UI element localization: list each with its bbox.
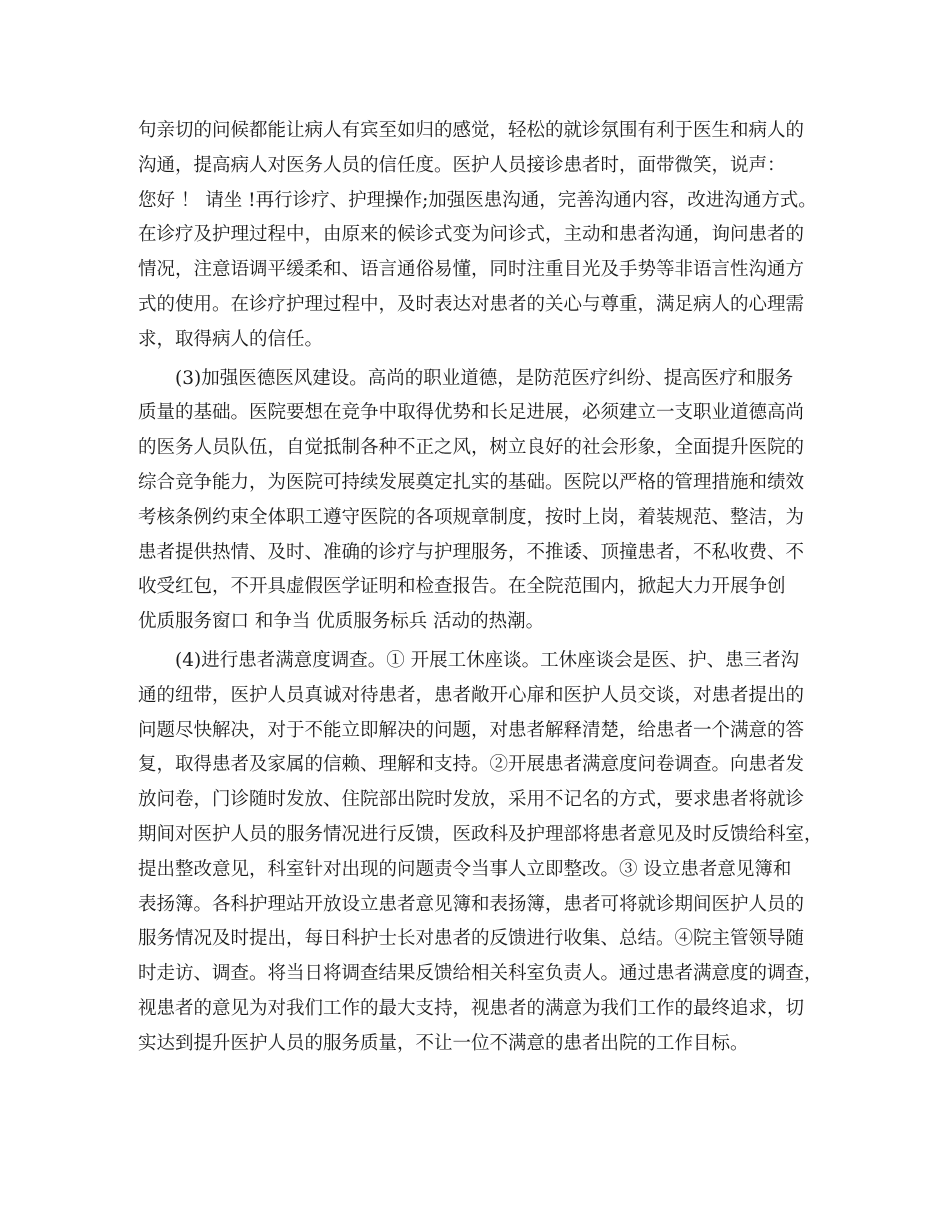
text-line: 情况，注意语调平缓柔和、语言通俗易懂，同时注重目光及手势等非语言性沟通方 xyxy=(138,259,805,281)
text-line: 放问卷，门诊随时发放、住院部出院时发放，采用不记名的方式，要求患者将就诊 xyxy=(138,789,805,811)
paragraph-medical-ethics xyxy=(138,362,838,640)
text-line: 期间对医护人员的服务情况进行反馈，医政科及护理部将患者意见及时反馈给科室， xyxy=(138,823,823,845)
text-line: 考核条例约束全体职工遵守医院的各项规章制度，按时上岗，着装规范、整洁，为 xyxy=(138,506,805,528)
text-line: 通的纽带，医护人员真诚对待患者，患者敞开心扉和医护人员交谈，对患者提出的 xyxy=(138,684,805,706)
text-line: (3)加强医德医风建设。高尚的职业道德，是防范医疗纠纷、提高医疗和服务 xyxy=(175,367,794,389)
text-line: 收受红包，不开具虚假医学证明和检查报告。在全院范围内，掀起大力开展争创 xyxy=(138,576,786,598)
text-line: 表扬簿。各科护理站开放设立患者意见簿和表扬簿，患者可将就诊期间医护人员的 xyxy=(138,893,805,915)
text-line: 复，取得患者及家属的信赖、理解和支持。②开展患者满意度问卷调查。向患者发 xyxy=(138,754,805,776)
paragraph-communication xyxy=(138,114,838,358)
text-line: 您好 ！ 请坐 !再行诊疗、护理操作;加强医患沟通，完善沟通内容，改进沟通方式。 xyxy=(138,189,817,211)
text-line: 式的使用。在诊疗护理过程中，及时表达对患者的关心与尊重，满足病人的心理需 xyxy=(138,293,805,315)
text-line: 视患者的意见为对我们工作的最大支持，视患者的满意为我们工作的最终追求，切 xyxy=(138,997,805,1019)
text-line: 优质服务窗口 和争当 优质服务标兵 活动的热潮。 xyxy=(138,611,545,633)
text-line: 的医务人员队伍，自觉抵制各种不正之风，树立良好的社会形象，全面提升医院的 xyxy=(138,437,805,459)
text-line: 综合竞争能力，为医院可持续发展奠定扎实的基础。医院以严格的管理措施和绩效 xyxy=(138,471,805,493)
text-line: 实达到提升医护人员的服务质量，不让一位不满意的患者出院的工作目标。 xyxy=(138,1032,749,1054)
text-line: 在诊疗及护理过程中，由原来的候诊式变为问诊式，主动和患者沟通，询问患者的 xyxy=(138,224,805,246)
text-line: 句亲切的问候都能让病人有宾至如归的感觉，轻松的就诊氛围有利于医生和病人的 xyxy=(138,120,805,141)
text-line: 问题尽快解决，对于不能立即解决的问题，对患者解释清楚，给患者一个满意的答 xyxy=(138,719,805,741)
text-line: 服务情况及时提出，每日科护士长对患者的反馈进行收集、总结。④院主管领导随 xyxy=(138,928,805,950)
text-line: 求，取得病人的信任。 xyxy=(138,328,324,350)
paragraph-satisfaction-survey xyxy=(138,644,838,1062)
body-text xyxy=(138,114,838,1066)
text-line: 患者提供热情、及时、准确的诊疗与护理服务，不推诿、顶撞患者，不私收费、不 xyxy=(138,541,805,563)
text-line: (4)进行患者满意度调查。① 开展工休座谈。工休座谈会是医、护、患三者沟 xyxy=(175,649,800,671)
text-line: 提出整改意见，科室针对出现的问题责令当事人立即整改。③ 设立患者意见簿和 xyxy=(138,858,792,880)
text-line: 时走访、调查。将当日将调查结果反馈给相关科室负责人。通过患者满意度的调查， xyxy=(138,963,823,985)
text-line: 沟通，提高病人对医务人员的信任度。医护人员接诊患者时，面带微笑，说声： xyxy=(138,154,786,176)
text-line: 质量的基础。医院要想在竞争中取得优势和长足进展，必须建立一支职业道德高尚 xyxy=(138,402,805,424)
